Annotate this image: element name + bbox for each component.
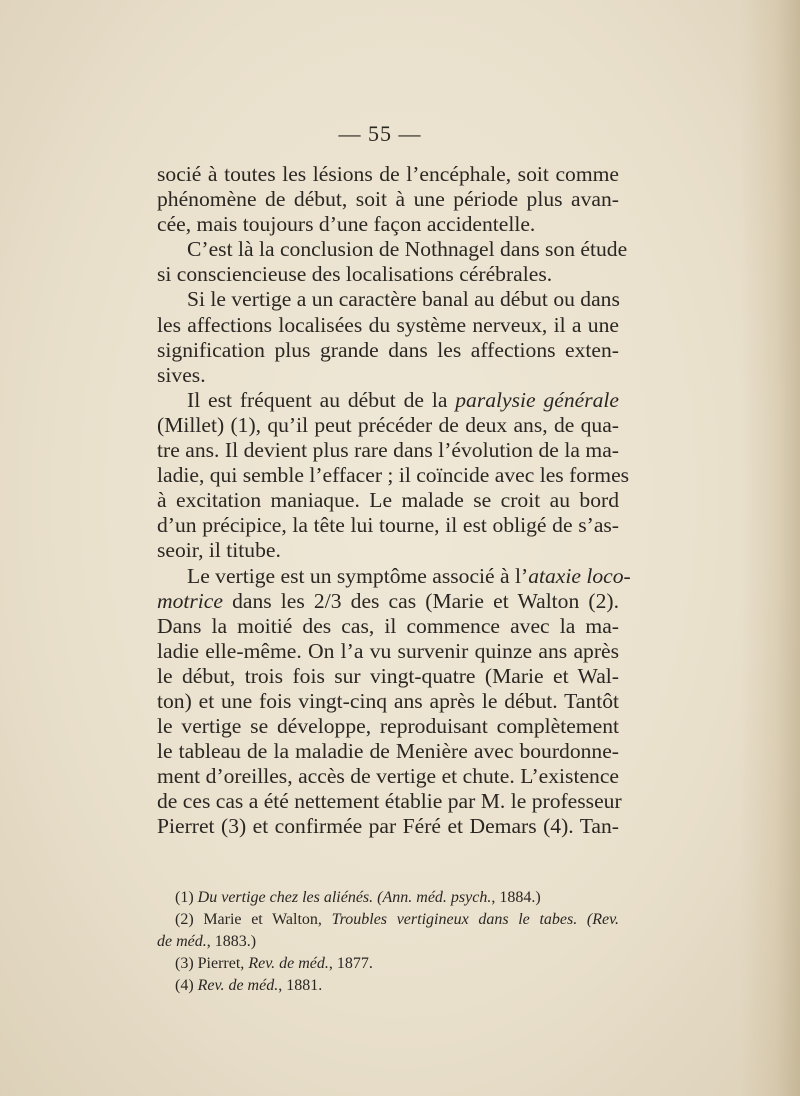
text-line: si consciencieuse des localisations cérébrales. xyxy=(157,262,553,287)
text-line: de ces cas a été nettement établie par M. le professeur xyxy=(157,789,622,814)
text-line: cée, mais toujours d’une façon accidentelle. xyxy=(157,212,536,237)
text-line: signification plus grande dans les affections exten- xyxy=(157,337,619,362)
page-edge-shadow xyxy=(740,0,800,1096)
body-text xyxy=(157,162,631,840)
text-line: motrice dans les 2/3 des cas (Marie et Walton (2). xyxy=(157,588,619,613)
text-line: le vertige se développe, reproduisant complètement xyxy=(157,714,619,739)
text-line: ment d’oreilles, accès de vertige et chute. L’existence xyxy=(157,764,619,789)
text-line: le tableau de la maladie de Menière avec bourdonne- xyxy=(157,739,619,764)
text-line: ton) et une fois vingt-cinq ans après le début. Tantôt xyxy=(157,688,619,713)
text-line: (Millet) (1), qu’il peut précéder de deux ans, de qua- xyxy=(157,412,619,437)
text-line: Il est fréquent au début de la paralysie générale xyxy=(187,387,619,412)
text-line: d’un précipice, la tête lui tourne, il est obligé de s’as- xyxy=(157,513,619,538)
text-line: sives. xyxy=(157,362,206,387)
footnote: (3) Pierret, Rev. de méd., 1877. xyxy=(175,955,373,972)
text-line: tre ans. Il devient plus rare dans l’évolution de la ma- xyxy=(157,438,619,463)
text-line: Le vertige est un symptôme associé à l’ataxie loco- xyxy=(187,563,631,588)
text-line: les affections localisées du système nerveux, il a une xyxy=(157,312,619,337)
footnote: (4) Rev. de méd., 1881. xyxy=(175,977,323,994)
footnotes xyxy=(157,887,619,997)
text-line: ladie elle-même. On l’a vu survenir quinze ans après xyxy=(157,638,619,663)
footnote: (2) Marie et Walton, Troubles vertigineux dans le tabes. (Rev. xyxy=(175,911,619,928)
text-line: Pierret (3) et confirmée par Féré et Demars (4). Tan- xyxy=(157,814,619,839)
text-line: à excitation maniaque. Le malade se croit au bord xyxy=(157,488,619,513)
text-line: seoir, il titube. xyxy=(157,538,281,563)
text-line: ladie, qui semble l’effacer ; il coïncide avec les formes xyxy=(157,463,630,488)
page-number: — 55 — xyxy=(338,121,422,146)
footnote-continuation: de méd., 1883.) xyxy=(157,933,257,950)
text-line: Si le vertige a un caractère banal au début ou dans xyxy=(187,287,620,312)
text-line: phénomène de début, soit à une période plus avan- xyxy=(157,187,619,212)
text-line: le début, trois fois sur vingt-quatre (Marie et Wal- xyxy=(157,663,619,688)
text-line: C’est là la conclusion de Nothnagel dans son étude xyxy=(187,237,628,262)
text-line: socié à toutes les lésions de l’encéphale, soit comme xyxy=(157,162,619,186)
footnote: (1) Du vertige chez les aliénés. (Ann. méd. psych., 1884.) xyxy=(175,889,541,906)
text-line: Dans la moitié des cas, il commence avec la ma- xyxy=(157,613,619,638)
